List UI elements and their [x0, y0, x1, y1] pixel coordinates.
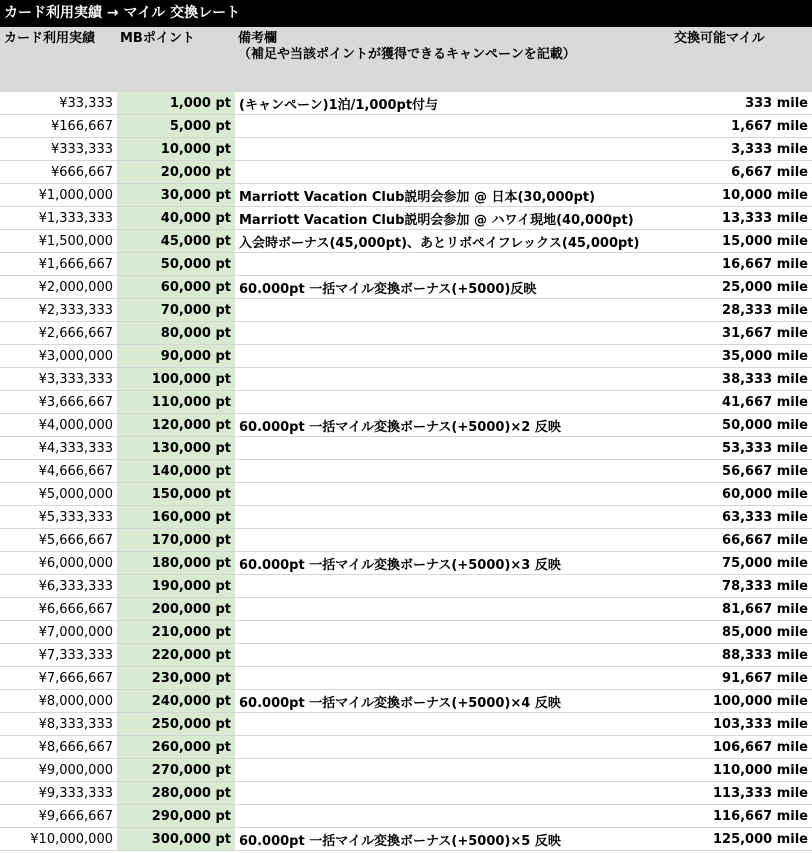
table-row — [0, 437, 812, 460]
cell-miles: 78,333 mile — [672, 575, 812, 598]
cell-miles: 75,000 mile — [672, 552, 812, 575]
cell-card-usage: ¥10,000,000 — [0, 828, 117, 851]
cell-note — [235, 736, 672, 759]
cell-note — [235, 253, 672, 276]
cell-miles: 15,000 mile — [672, 230, 812, 253]
cell-mb-points: 220,000 pt — [117, 644, 235, 667]
header-card-usage: カード利用実績 — [4, 31, 96, 46]
cell-miles: 113,333 mile — [672, 782, 812, 805]
cell-mb-points: 90,000 pt — [117, 345, 235, 368]
cell-miles: 38,333 mile — [672, 368, 812, 391]
cell-miles: 66,667 mile — [672, 529, 812, 552]
rate-table-body — [0, 92, 812, 851]
table-row — [0, 828, 812, 851]
table-row — [0, 690, 812, 713]
cell-mb-points: 280,000 pt — [117, 782, 235, 805]
cell-note — [235, 506, 672, 529]
cell-miles: 125,000 mile — [672, 828, 812, 851]
cell-mb-points: 250,000 pt — [117, 713, 235, 736]
table-row — [0, 529, 812, 552]
cell-miles: 81,667 mile — [672, 598, 812, 621]
cell-note — [235, 322, 672, 345]
cell-card-usage: ¥7,333,333 — [0, 644, 117, 667]
table-row — [0, 552, 812, 575]
cell-note — [235, 391, 672, 414]
cell-mb-points: 200,000 pt — [117, 598, 235, 621]
cell-mb-points: 290,000 pt — [117, 805, 235, 828]
cell-miles: 110,000 mile — [672, 759, 812, 782]
cell-miles: 88,333 mile — [672, 644, 812, 667]
table-row — [0, 92, 812, 115]
cell-note — [235, 437, 672, 460]
cell-miles: 333 mile — [672, 92, 812, 115]
cell-miles: 35,000 mile — [672, 345, 812, 368]
cell-card-usage: ¥1,000,000 — [0, 184, 117, 207]
cell-miles: 13,333 mile — [672, 207, 812, 230]
cell-card-usage: ¥333,333 — [0, 138, 117, 161]
table-row — [0, 138, 812, 161]
cell-mb-points: 300,000 pt — [117, 828, 235, 851]
cell-mb-points: 230,000 pt — [117, 667, 235, 690]
cell-miles: 106,667 mile — [672, 736, 812, 759]
cell-note: 60.000pt 一括マイル変換ボーナス(+5000)×3 反映 — [235, 552, 672, 575]
cell-note — [235, 529, 672, 552]
cell-mb-points: 150,000 pt — [117, 483, 235, 506]
table-row — [0, 253, 812, 276]
cell-note: 60.000pt 一括マイル変換ボーナス(+5000)×4 反映 — [235, 690, 672, 713]
cell-mb-points: 10,000 pt — [117, 138, 235, 161]
cell-card-usage: ¥8,666,667 — [0, 736, 117, 759]
cell-card-usage: ¥166,667 — [0, 115, 117, 138]
table-row — [0, 368, 812, 391]
cell-mb-points: 20,000 pt — [117, 161, 235, 184]
table-row — [0, 667, 812, 690]
cell-mb-points: 30,000 pt — [117, 184, 235, 207]
cell-miles: 85,000 mile — [672, 621, 812, 644]
cell-note — [235, 782, 672, 805]
cell-card-usage: ¥33,333 — [0, 92, 117, 115]
cell-miles: 3,333 mile — [672, 138, 812, 161]
cell-note — [235, 759, 672, 782]
cell-card-usage: ¥1,500,000 — [0, 230, 117, 253]
cell-note — [235, 598, 672, 621]
cell-mb-points: 70,000 pt — [117, 299, 235, 322]
cell-miles: 6,667 mile — [672, 161, 812, 184]
cell-card-usage: ¥6,333,333 — [0, 575, 117, 598]
header-notes-line1: 備考欄 — [238, 31, 278, 46]
cell-card-usage: ¥8,000,000 — [0, 690, 117, 713]
table-row — [0, 713, 812, 736]
cell-mb-points: 80,000 pt — [117, 322, 235, 345]
cell-miles: 41,667 mile — [672, 391, 812, 414]
cell-mb-points: 140,000 pt — [117, 460, 235, 483]
cell-miles: 28,333 mile — [672, 299, 812, 322]
sheet-title: カード利用実績 → マイル 交換レート — [0, 0, 812, 27]
table-row — [0, 460, 812, 483]
cell-mb-points: 1,000 pt — [117, 92, 235, 115]
cell-card-usage: ¥9,333,333 — [0, 782, 117, 805]
header-exchangeable-miles: 交換可能マイル — [674, 31, 765, 46]
cell-mb-points: 50,000 pt — [117, 253, 235, 276]
cell-card-usage: ¥9,666,667 — [0, 805, 117, 828]
cell-mb-points: 190,000 pt — [117, 575, 235, 598]
cell-card-usage: ¥3,000,000 — [0, 345, 117, 368]
cell-card-usage: ¥3,333,333 — [0, 368, 117, 391]
cell-card-usage: ¥5,666,667 — [0, 529, 117, 552]
cell-card-usage: ¥4,666,667 — [0, 460, 117, 483]
cell-note — [235, 161, 672, 184]
cell-note: 60.000pt 一括マイル変換ボーナス(+5000)×2 反映 — [235, 414, 672, 437]
rate-table — [0, 92, 812, 851]
table-row — [0, 575, 812, 598]
cell-note — [235, 368, 672, 391]
cell-card-usage: ¥1,666,667 — [0, 253, 117, 276]
cell-mb-points: 110,000 pt — [117, 391, 235, 414]
cell-card-usage: ¥3,666,667 — [0, 391, 117, 414]
cell-mb-points: 100,000 pt — [117, 368, 235, 391]
cell-note: 60.000pt 一括マイル変換ボーナス(+5000)×5 反映 — [235, 828, 672, 851]
cell-card-usage: ¥2,333,333 — [0, 299, 117, 322]
table-row — [0, 230, 812, 253]
header-mb-points: MBポイント — [120, 31, 195, 46]
cell-card-usage: ¥9,000,000 — [0, 759, 117, 782]
cell-mb-points: 270,000 pt — [117, 759, 235, 782]
table-row — [0, 621, 812, 644]
table-row — [0, 161, 812, 184]
table-row — [0, 276, 812, 299]
table-row — [0, 115, 812, 138]
cell-miles: 116,667 mile — [672, 805, 812, 828]
cell-miles: 16,667 mile — [672, 253, 812, 276]
table-header — [0, 27, 812, 92]
cell-mb-points: 160,000 pt — [117, 506, 235, 529]
cell-note — [235, 345, 672, 368]
table-row — [0, 782, 812, 805]
table-row — [0, 184, 812, 207]
table-row — [0, 207, 812, 230]
table-row — [0, 598, 812, 621]
cell-miles: 60,000 mile — [672, 483, 812, 506]
cell-miles: 63,333 mile — [672, 506, 812, 529]
cell-note — [235, 644, 672, 667]
table-row — [0, 299, 812, 322]
table-row — [0, 322, 812, 345]
table-row — [0, 483, 812, 506]
cell-note — [235, 138, 672, 161]
table-row — [0, 391, 812, 414]
cell-card-usage: ¥5,333,333 — [0, 506, 117, 529]
cell-note — [235, 115, 672, 138]
cell-mb-points: 260,000 pt — [117, 736, 235, 759]
cell-note — [235, 299, 672, 322]
cell-miles: 31,667 mile — [672, 322, 812, 345]
table-row — [0, 759, 812, 782]
cell-note: 入会時ボーナス(45,000pt)、あとリボペイフレックス(45,000pt) — [235, 230, 672, 253]
cell-mb-points: 210,000 pt — [117, 621, 235, 644]
cell-mb-points: 5,000 pt — [117, 115, 235, 138]
cell-mb-points: 120,000 pt — [117, 414, 235, 437]
cell-card-usage: ¥5,000,000 — [0, 483, 117, 506]
cell-mb-points: 60,000 pt — [117, 276, 235, 299]
cell-card-usage: ¥8,333,333 — [0, 713, 117, 736]
table-row — [0, 345, 812, 368]
cell-miles: 56,667 mile — [672, 460, 812, 483]
cell-note — [235, 483, 672, 506]
cell-miles: 53,333 mile — [672, 437, 812, 460]
cell-note: (キャンペーン)1泊/1,000pt付与 — [235, 92, 672, 115]
cell-mb-points: 240,000 pt — [117, 690, 235, 713]
cell-mb-points: 130,000 pt — [117, 437, 235, 460]
cell-note — [235, 460, 672, 483]
cell-miles: 10,000 mile — [672, 184, 812, 207]
cell-miles: 50,000 mile — [672, 414, 812, 437]
cell-card-usage: ¥7,666,667 — [0, 667, 117, 690]
table-row — [0, 805, 812, 828]
cell-card-usage: ¥4,333,333 — [0, 437, 117, 460]
cell-mb-points: 170,000 pt — [117, 529, 235, 552]
header-notes-line2: （補足や当該ポイントが獲得できるキャンペーンを記載） — [238, 47, 576, 62]
cell-note: Marriott Vacation Club説明会参加 @ ハワイ現地(40,000pt) — [235, 207, 672, 230]
header-notes — [238, 31, 576, 63]
cell-note — [235, 621, 672, 644]
cell-mb-points: 45,000 pt — [117, 230, 235, 253]
cell-note — [235, 713, 672, 736]
cell-card-usage: ¥7,000,000 — [0, 621, 117, 644]
cell-note: Marriott Vacation Club説明会参加 @ 日本(30,000pt) — [235, 184, 672, 207]
cell-mb-points: 40,000 pt — [117, 207, 235, 230]
cell-note: 60.000pt 一括マイル変換ボーナス(+5000)反映 — [235, 276, 672, 299]
cell-card-usage: ¥666,667 — [0, 161, 117, 184]
cell-card-usage: ¥4,000,000 — [0, 414, 117, 437]
cell-miles: 25,000 mile — [672, 276, 812, 299]
cell-note — [235, 575, 672, 598]
cell-miles: 100,000 mile — [672, 690, 812, 713]
cell-miles: 1,667 mile — [672, 115, 812, 138]
cell-card-usage: ¥2,000,000 — [0, 276, 117, 299]
table-row — [0, 736, 812, 759]
cell-miles: 103,333 mile — [672, 713, 812, 736]
cell-card-usage: ¥6,666,667 — [0, 598, 117, 621]
table-row — [0, 506, 812, 529]
cell-card-usage: ¥2,666,667 — [0, 322, 117, 345]
cell-card-usage: ¥6,000,000 — [0, 552, 117, 575]
cell-card-usage: ¥1,333,333 — [0, 207, 117, 230]
cell-note — [235, 667, 672, 690]
cell-miles: 91,667 mile — [672, 667, 812, 690]
table-row — [0, 644, 812, 667]
cell-note — [235, 805, 672, 828]
cell-mb-points: 180,000 pt — [117, 552, 235, 575]
table-row — [0, 414, 812, 437]
